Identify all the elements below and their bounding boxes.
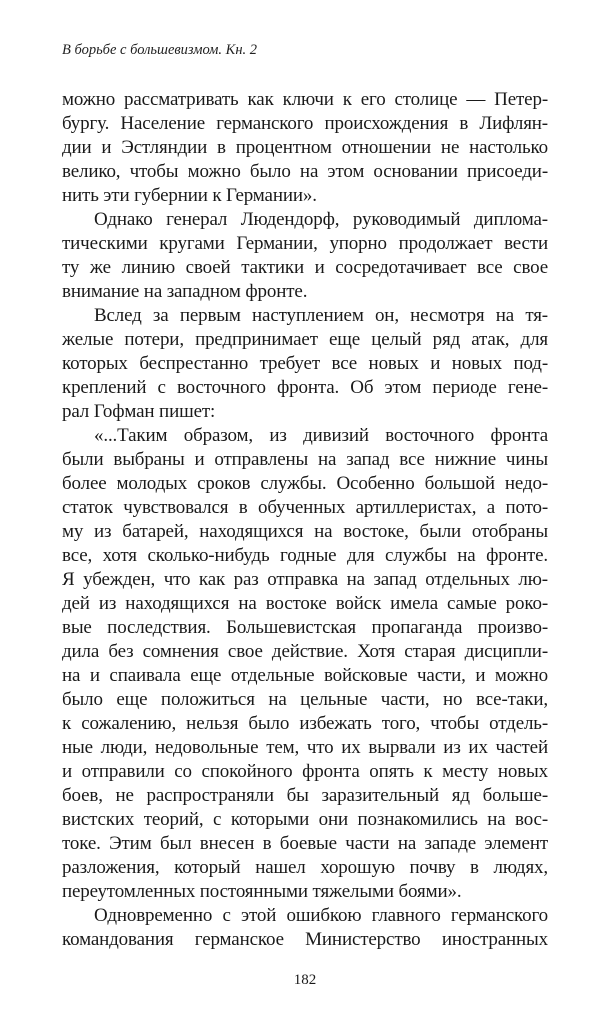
text-line: были выбраны и отправлены на запад все нижние чины: [62, 449, 548, 470]
text-line: вистских теорий, с которыми они познакомились на вос-: [62, 809, 548, 830]
text-line: на и спаивала еще отдельные войсковые части, и можно: [62, 665, 548, 686]
text-line: Я убежден, что как раз отправка на запад отдельных лю-: [62, 569, 548, 590]
paragraph: [62, 88, 548, 208]
text-line: вые последствия. Большевистская пропаганда произво-: [62, 617, 548, 638]
text-line: Вслед за первым наступлением он, несмотря на тя-: [94, 305, 548, 326]
text-line: дила без сомнения свое действие. Хотя старая дисципли-: [62, 641, 548, 662]
text-line: статок чувствовался в обученных артиллеристах, а пото-: [62, 497, 548, 518]
text-line: внимание на западном фронте.: [62, 281, 308, 302]
text-line: Одновременно с этой ошибкою главного германского: [94, 905, 548, 926]
text-line: токе. Этим был внесен в боевые части на западе элемент: [62, 833, 548, 854]
text-line: командования германское Министерство иностранных: [62, 929, 548, 950]
text-line: переутомленных постоянными тяжелыми боями».: [62, 881, 462, 902]
text-line: ные люди, недовольные тем, что их вырвали из их частей: [62, 737, 548, 758]
text-line: нить эти губернии к Германии».: [62, 185, 317, 206]
text-line: и отправили со спокойного фронта опять к месту новых: [62, 761, 548, 782]
text-line: Однако генерал Людендорф, руководимый диплома-: [94, 209, 548, 230]
paragraph: [62, 208, 548, 304]
text-line: желые потери, предпринимает еще целый ряд атак, для: [62, 329, 548, 350]
text-line: все, хотя сколько-нибудь годные для службы на фронте.: [62, 545, 548, 566]
running-head: В борьбе с большевизмом. Кн. 2: [62, 42, 258, 58]
text-line: рал Гофман пишет:: [62, 401, 216, 422]
text-line: бургу. Население германского происхождения в Лифлян-: [62, 113, 548, 134]
text-line: му из батарей, находящихся на востоке, были отобраны: [62, 521, 548, 542]
text-line: можно рассматривать как ключи к его столице — Петер-: [62, 89, 548, 110]
text-line: которых беспрестанно требует все новых и новых под-: [62, 353, 548, 374]
text-line: было еще положиться на цельные части, но все-таки,: [62, 689, 548, 710]
text-line: дей из находящихся на востоке войск имела самые роко-: [62, 593, 548, 614]
text-line: велико, чтобы можно было на этом основании присоеди-: [62, 161, 548, 182]
text-line: «...Таким образом, из дивизий восточного фронта: [94, 425, 548, 446]
text-line: более молодых сроков службы. Особенно большой недо-: [62, 473, 548, 494]
text-line: к сожалению, нельзя было избежать того, чтобы отдель-: [62, 713, 548, 734]
text-line: дии и Эстляндии в процентном отношении не настолько: [62, 137, 548, 158]
page-number: 182: [293, 972, 317, 988]
text-line: разложения, который нашел хорошую почву в людях,: [62, 857, 548, 878]
text-line: креплений с восточного фронта. Об этом периоде гене-: [62, 377, 548, 398]
paragraph: [62, 424, 548, 904]
paragraph: [62, 304, 548, 424]
paragraph: [62, 904, 548, 952]
text-line: тическими кругами Германии, упорно продолжает вести: [62, 233, 548, 254]
body-text: [62, 88, 548, 952]
text-line: боев, не распространяли бы заразительный яд больше-: [62, 785, 548, 806]
text-line: ту же линию своей тактики и сосредотачивает все свое: [62, 257, 548, 278]
